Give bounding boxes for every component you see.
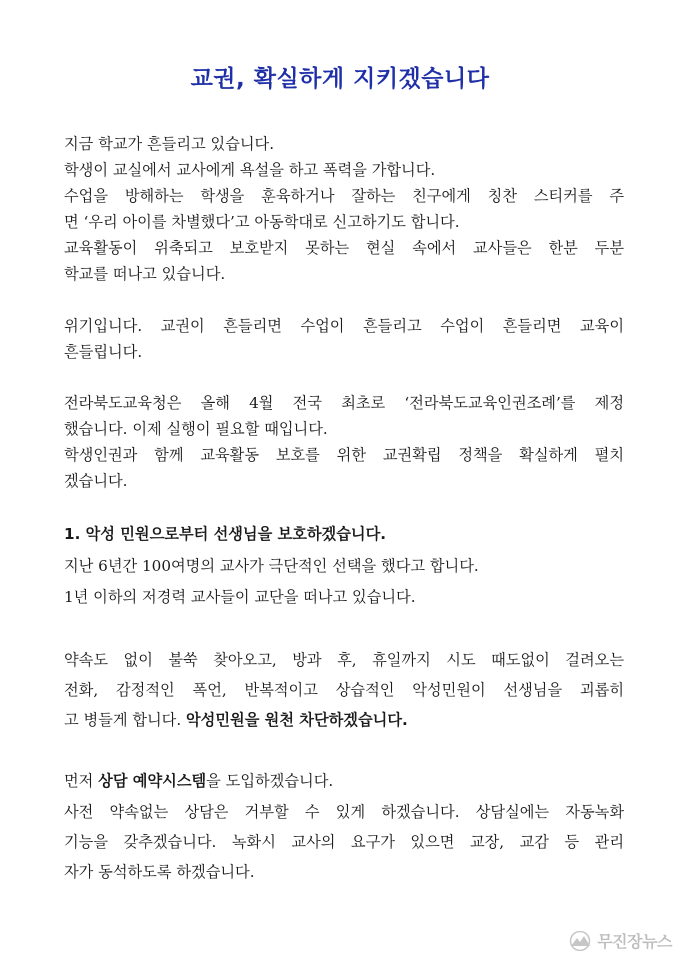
body-line: 학생이 교실에서 교사에게 욕설을 하고 폭력을 가합니다.: [64, 161, 436, 179]
body-line: 약속도 없이 불쑥 찾아오고, 방과 후, 휴일까지 시도 때도없이 걸려오는: [64, 651, 624, 669]
body-line: 수업을 방해하는 학생을 훈육하거나 잘하는 친구에게 칭찬 스티커를 주: [64, 187, 624, 205]
body-line: 지금 학교가 흔들리고 있습니다.: [64, 135, 275, 153]
body-line: 지난 6년간 100여명의 교사가 극단적인 선택을 했다고 합니다.: [64, 557, 479, 575]
body-line: 교육활동이 위축되고 보호받지 못하는 현실 속에서 교사들은 한분 두분: [64, 239, 624, 257]
body-line: [64, 771, 624, 791]
body-line: [64, 710, 624, 730]
emphasis-text: 상담 예약시스템: [98, 772, 207, 790]
body-line: 학생인권과 함께 교육활동 보호를 위한 교권확립 정책을 확실하게 펼치: [64, 446, 624, 464]
emphasis-text: 악성민원을 원천 차단하겠습니다.: [186, 711, 408, 729]
body-text: 먼저: [64, 772, 99, 790]
body-line: 겠습니다.: [64, 472, 128, 490]
body-line: 면 ‘우리 아이를 차별했다’고 아동학대로 신고하기도 합니다.: [64, 213, 460, 231]
body-text: 을 도입하겠습니다.: [206, 772, 334, 790]
body-line: 위기입니다. 교권이 흔들리면 수업이 흔들리고 수업이 흔들리면 교육이: [64, 317, 624, 335]
body-line: 사전 약속없는 상담은 거부할 수 있게 하겠습니다. 상담실에는 자동녹화: [64, 803, 624, 821]
body-line: 학교를 떠나고 있습니다.: [64, 265, 226, 283]
section-heading: 1. 악성 민원으로부터 선생님을 보호하겠습니다.: [64, 525, 387, 543]
body-line: 전라북도교육청은 올해 4월 전국 최초로 ‘전라북도교육인권조례’를 제정: [64, 394, 624, 412]
body-line: 기능을 갖추겠습니다. 녹화시 교사의 요구가 있으면 교장, 교감 등 관리: [64, 833, 624, 851]
body-text: 고 병들게 합니다.: [64, 711, 187, 729]
watermark-text: 무진장뉴스: [597, 932, 672, 951]
page-title: 교권, 확실하게 지키겠습니다: [190, 66, 490, 92]
watermark: [567, 929, 672, 952]
body-line: 자가 동석하도록 하겠습니다.: [64, 863, 255, 881]
body-line: 흔들립니다.: [64, 343, 143, 361]
body-line: 전화, 감정적인 폭언, 반복적이고 상습적인 악성민원이 선생님을 괴롭히: [64, 681, 624, 699]
body-line: 1년 이하의 저경력 교사들이 교단을 떠나고 있습니다.: [64, 588, 416, 606]
mountain-logo-icon: [567, 931, 593, 951]
body-line: 했습니다. 이제 실행이 필요할 때입니다.: [64, 420, 328, 438]
